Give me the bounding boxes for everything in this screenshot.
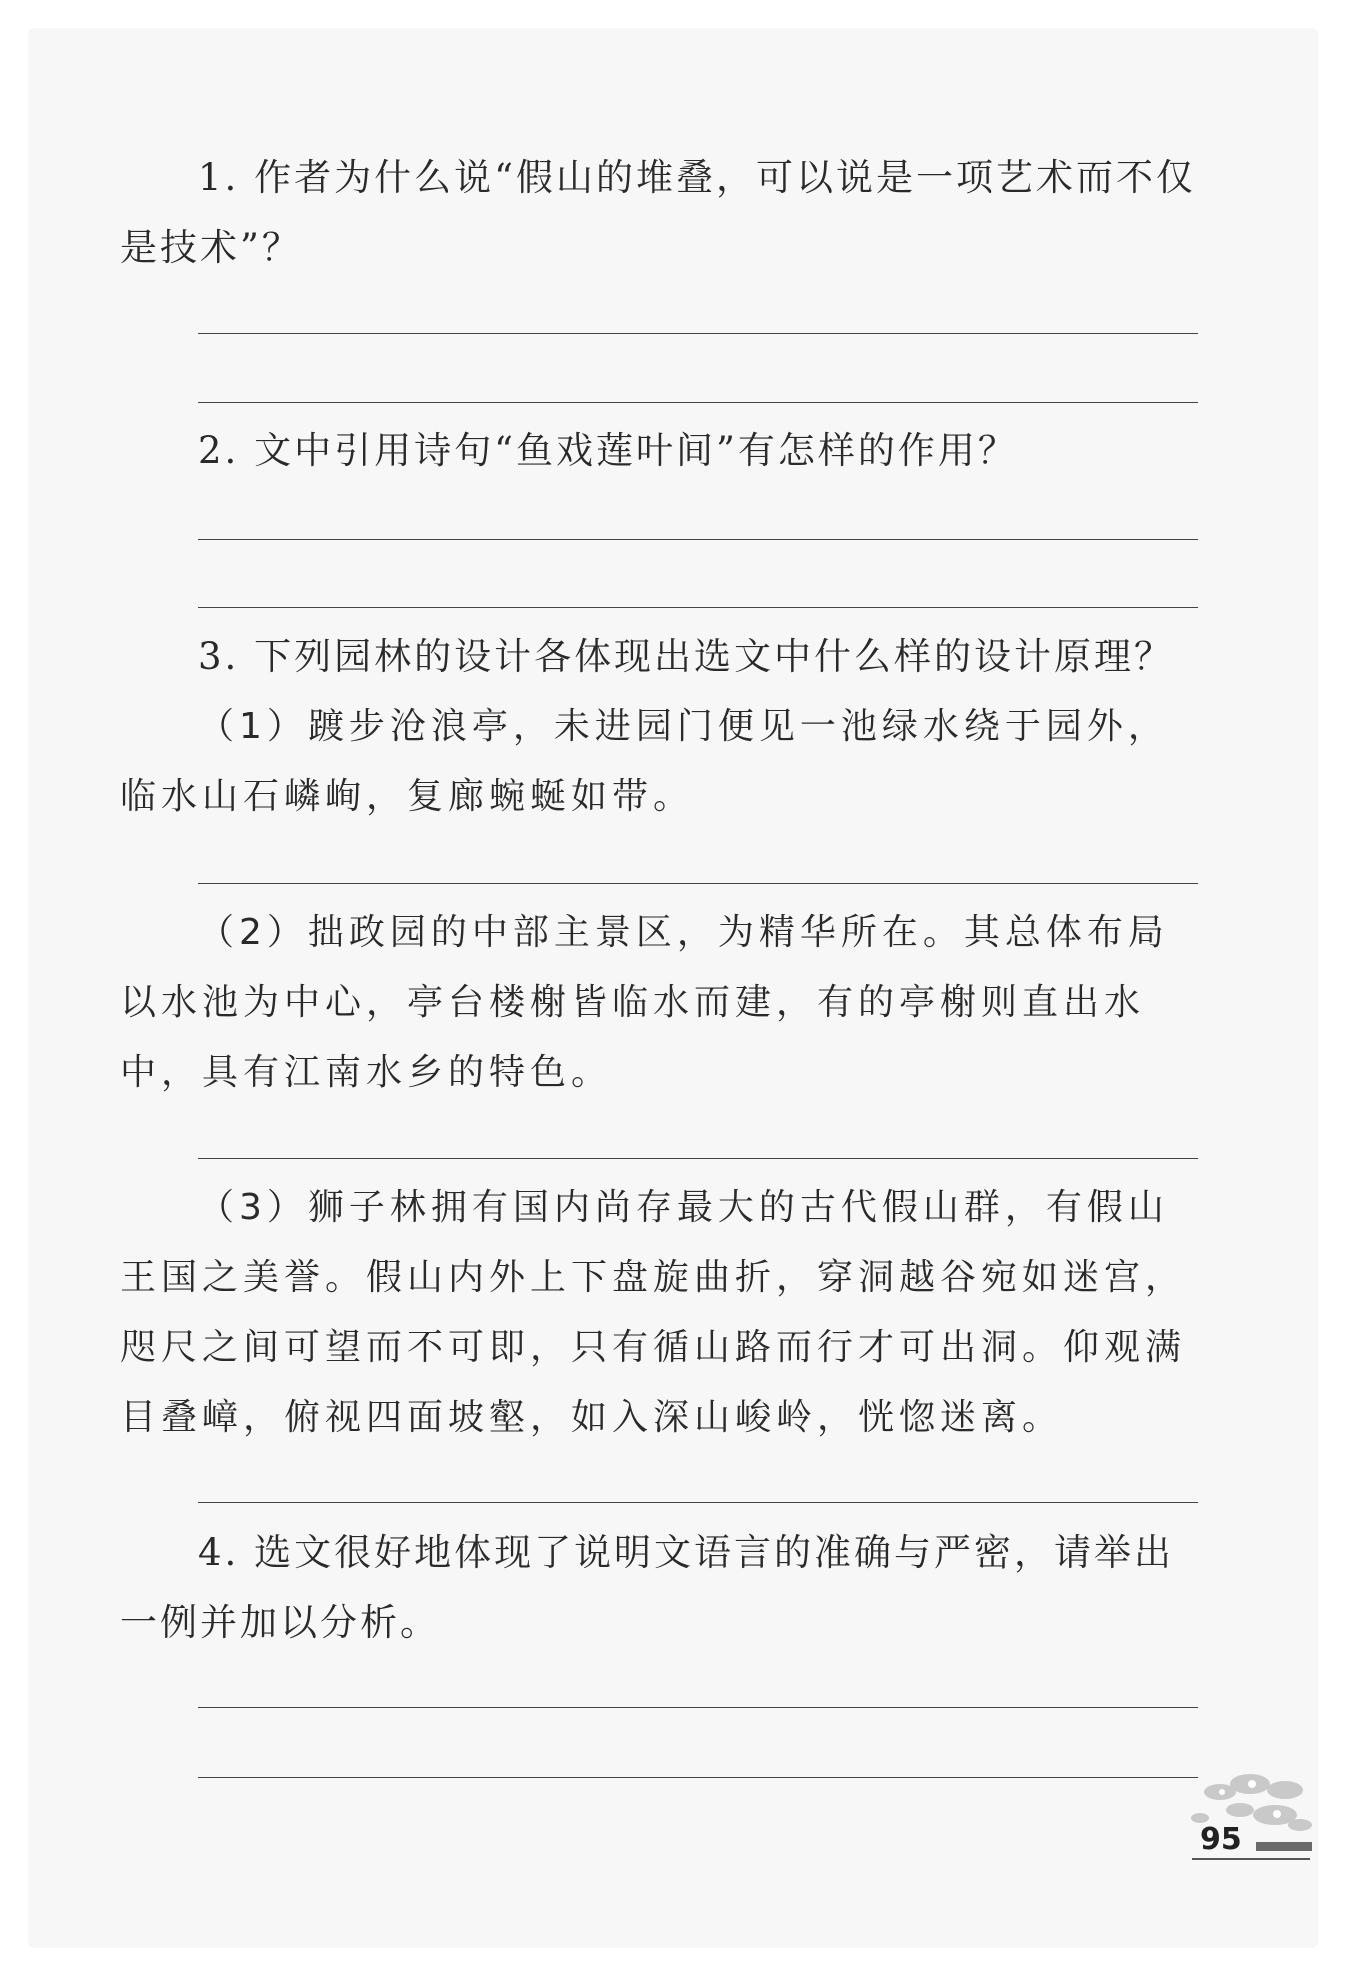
question-4-text: 4. 选文很好地体现了说明文语言的准确与严密，请举出一例并加以分析。 [120,1531,1175,1644]
question-4 [120,1518,1200,1658]
page-number-bar [1256,1842,1312,1851]
question-3-item-3 [120,1173,1200,1453]
answer-line[interactable] [198,883,1198,884]
question-3-item-1 [120,692,1200,832]
question-2-text: 2. 文中引用诗句“鱼戏莲叶间”有怎样的作用？ [198,429,1018,472]
question-3-item-text: （1）踱步沧浪亭，未进园门便见一池绿水绕于园外，临水山石嶙峋，复廊蜿蜒如带。 [120,706,1169,817]
question-1 [120,143,1200,283]
answer-line[interactable] [198,539,1198,540]
question-2 [120,416,1200,486]
page-number-underline [1192,1858,1310,1860]
question-3-item-2 [120,898,1200,1108]
question-3-text: 3. 下列园林的设计各体现出选文中什么样的设计原理？ [198,635,1175,678]
answer-line[interactable] [198,1158,1198,1159]
question-3-item-text: （3）狮子林拥有国内尚存最大的古代假山群，有假山王国之美誉。假山内外上下盘旋曲折，穿洞越谷宛如迷宫，咫尺之间可望而不可即，只有循山路而行才可出洞。仰观满目叠嶂，俯视四面坡壑，如入深山峻岭，恍惚迷离。 [120,1187,1187,1438]
answer-line[interactable] [198,402,1198,403]
answer-line[interactable] [198,333,1198,334]
answer-line[interactable] [198,1502,1198,1503]
answer-line[interactable] [198,1777,1198,1778]
answer-line[interactable] [198,1707,1198,1708]
answer-line[interactable] [198,607,1198,608]
question-3-item-text: （2）拙政园的中部主景区，为精华所在。其总体布局以水池为中心，亭台楼榭皆临水而建，有的亭榭则直出水中，具有江南水乡的特色。 [120,912,1169,1093]
question-1-text: 1. 作者为什么说“假山的堆叠，可以说是一项艺术而不仅是技术”？ [120,156,1196,269]
question-3 [120,622,1200,692]
page-number: 95 [1200,1822,1242,1857]
